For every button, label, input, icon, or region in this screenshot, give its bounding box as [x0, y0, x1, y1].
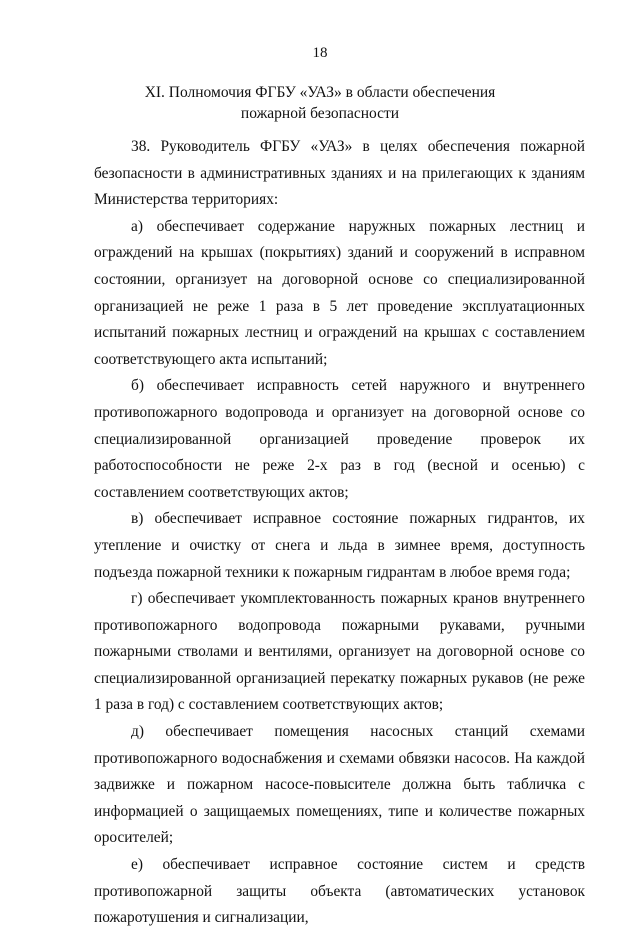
paragraph-item-d: д) обеспечивает помещения насосных станций схемами противопожарного водоснабжения и схемами обвязки насосов. На каждой задвижке и пожарном насосе-повысителе должна быть табличка с информацией о защищаемых помещениях, типе и количестве пожарных оросителей;: [94, 723, 585, 847]
paragraph-38-intro: 38. Руководитель ФГБУ «УАЗ» в целях обеспечения пожарной безопасности в административных зданиях и на прилегающих к зданиям Министерства территориях:: [94, 138, 585, 209]
paragraph-item-a: а) обеспечивает содержание наружных пожарных лестниц и ограждений на крышах (покрытиях) зданий и сооружений в исправном состоянии, организует на договорной основе со специализированной организацией не реже 1 раза в 5 лет проведение эксплуатационных испытаний пожарных лестниц и ограждений на крышах с составлением соответствующего акта испытаний;: [94, 217, 585, 368]
paragraph-item-v: в) обеспечивает исправное состояние пожарных гидрантов, их утепление и очистку от снега и льда в зимнее время, доступность подъезда пожарной техники к пожарным гидрантам в любое время года;: [94, 510, 585, 581]
document-body: [94, 134, 585, 932]
paragraph-item-g: г) обеспечивает укомплектованность пожарных кранов внутреннего противопожарного водопровода пожарными рукавами, ручными пожарными стволами и вентилями, организует на договорной основе со специализированной организацией перекатку пожарных рукавов (не реже 1 раза в год) с составлением соответствующих актов;: [94, 590, 585, 714]
section-title: XI. Полномочия ФГБУ «УАЗ» в области обеспечения пожарной безопасности: [144, 84, 496, 122]
paragraph-item-b: б) обеспечивает исправность сетей наружного и внутреннего противопожарного водопровода и организует на договорной основе со специализированной организацией проведение проверок их работоспособности не реже 2-х раз в год (весной и осенью) с составлением соответствующих актов;: [94, 377, 585, 501]
page-number: 18: [312, 45, 328, 61]
paragraph-item-e: е) обеспечивает исправное состояние систем и средств противопожарной защиты объекта (автоматических установок пожаротушения и сигнализации,: [94, 856, 585, 927]
